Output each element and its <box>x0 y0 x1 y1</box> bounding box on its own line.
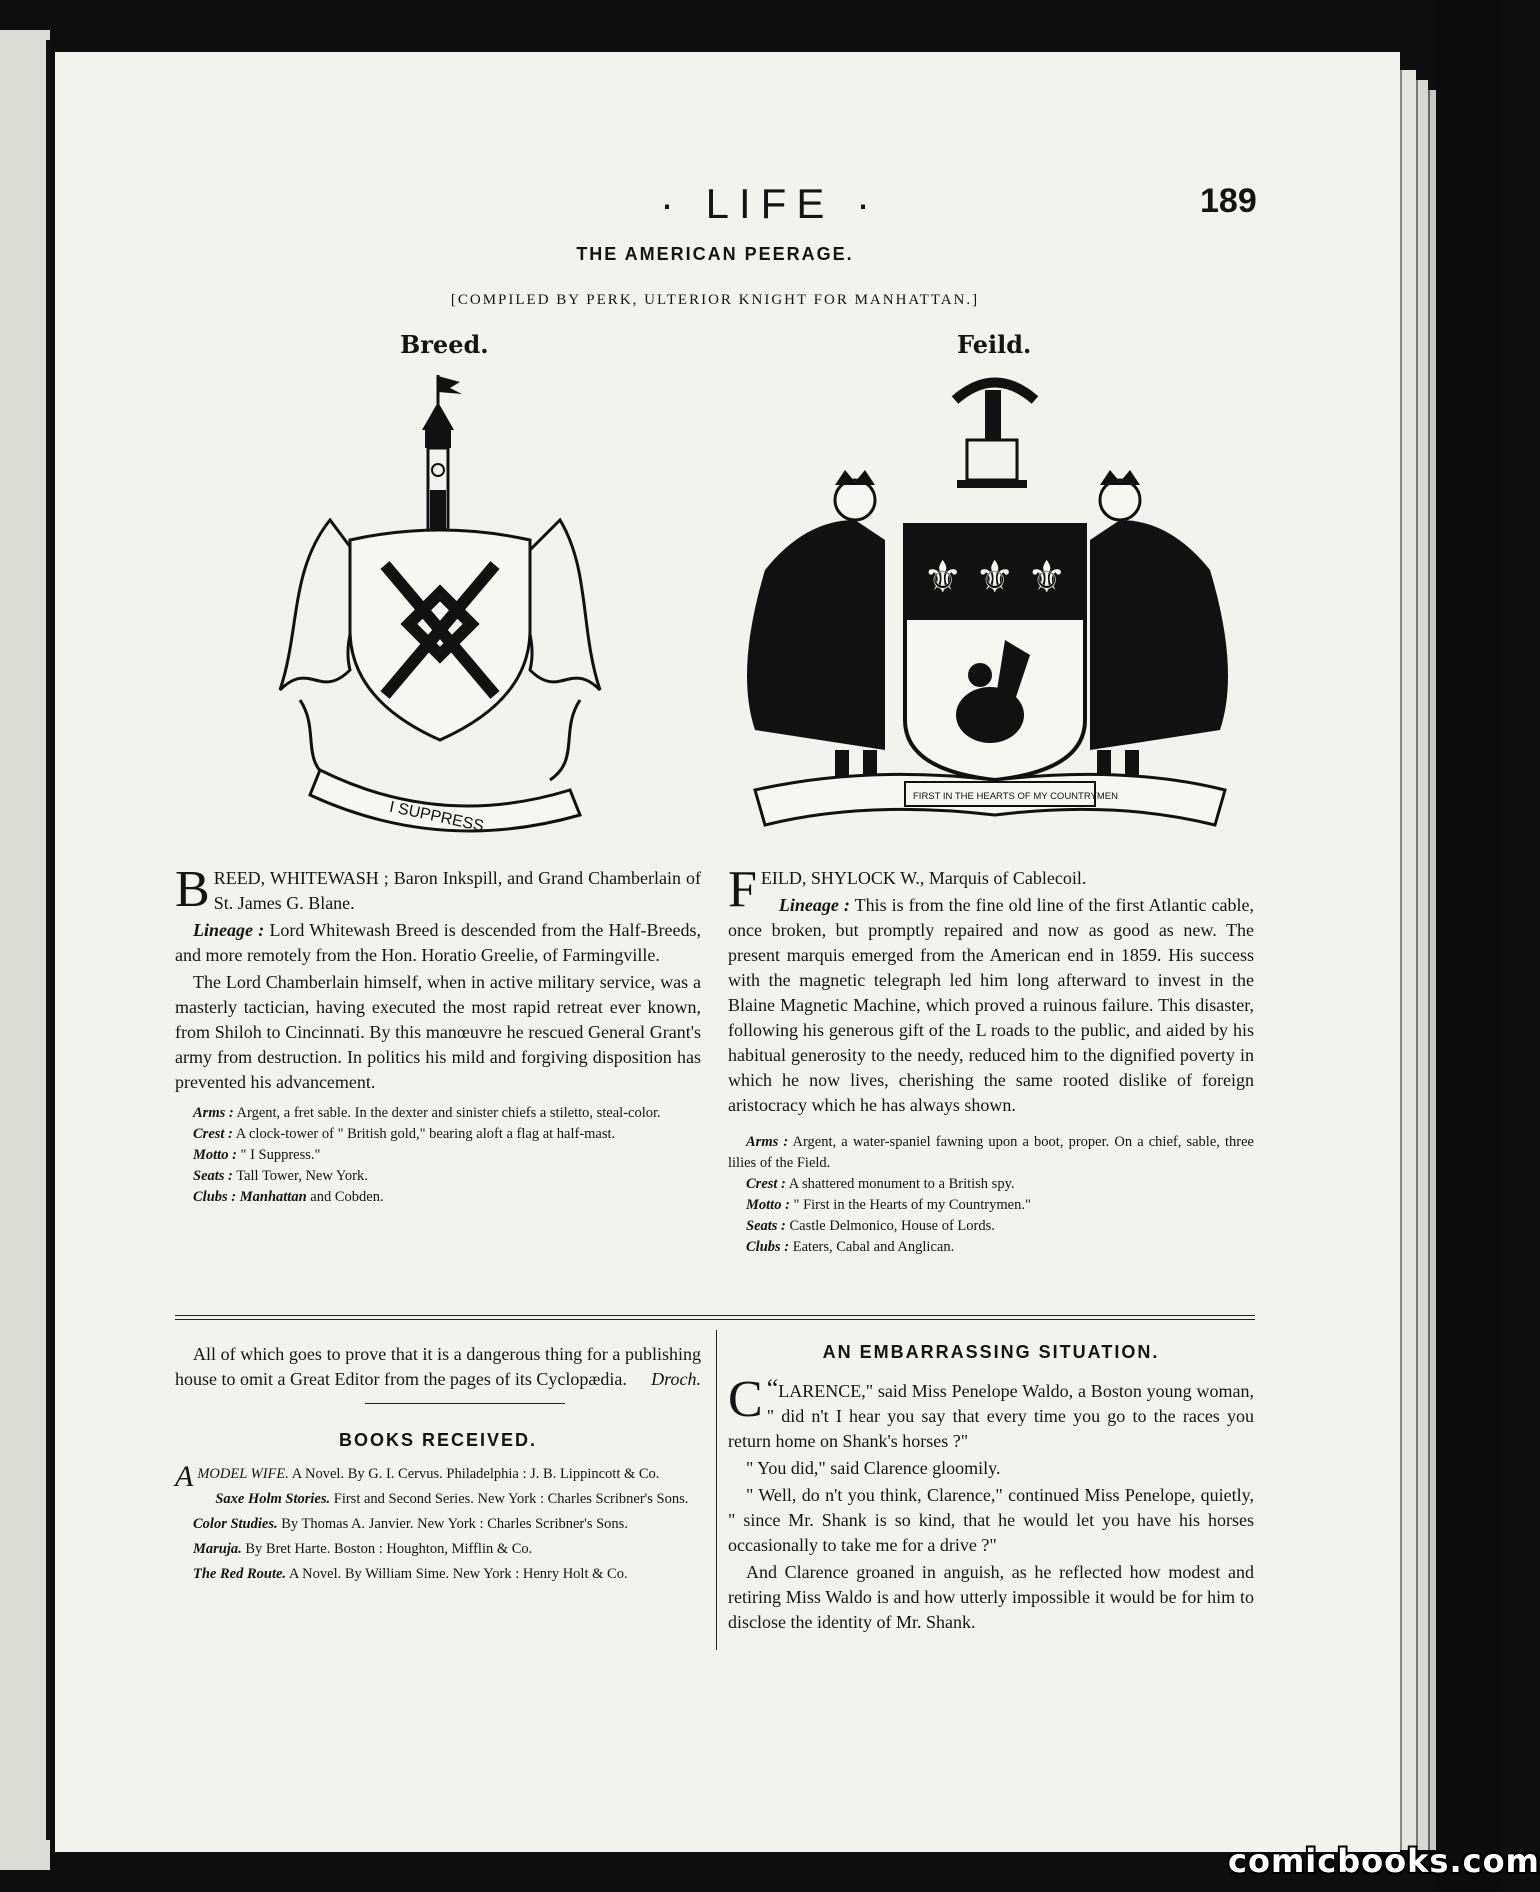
breed-motto: Motto : " I Suppress." <box>193 1147 321 1163</box>
books-received-heading: BOOKS RECEIVED. <box>338 1430 538 1450</box>
page-number: 189 <box>1200 182 1257 220</box>
scan-left-strip <box>0 30 50 1870</box>
feild-crest: Crest : A shattered monument to a British spy. <box>746 1176 1015 1192</box>
book-item: AMODEL WIFE. A Novel. By G. I. Cervus. Philadelphia : J. B. Lippincott & Co. <box>175 1460 660 1493</box>
feild-intro: FEILD, SHYLOCK W., Marquis of Cablecoil. <box>728 861 1087 918</box>
breed-crest: Crest : A clock-tower of " British gold," bearing aloft a flag at half-mast. <box>193 1126 616 1142</box>
feild-clubs: Clubs : Eaters, Cabal and Anglican. <box>746 1239 955 1255</box>
closing-note <box>175 1342 701 1394</box>
page-edge <box>1400 70 1416 1850</box>
feild-seats: Seats : Castle Delmonico, House of Lords. <box>746 1218 995 1234</box>
page-edge <box>1416 80 1428 1850</box>
closing-note-text: All of which goes to prove that it is a dangerous thing for a publishing house to omit a Great Editor from the pages of its Cyclopædia. Droch. <box>175 1342 701 1392</box>
closing-note-signature: Droch. <box>651 1369 701 1389</box>
embarrassing-p2: " You did," said Clarence gloomily. <box>746 1458 1001 1478</box>
feild-motto: Motto : " First in the Hearts of my Countrymen." <box>746 1197 1031 1213</box>
feild-lineage: Lineage : This is from the fine old line of the first Atlantic cable, once broken, but promptly repaired and now as good as new. The present marquis emerged from the American end in 1859. His success with the magnetic telegraph led him long afterward to invest in the Blaine Magnetic Machine, which proved a ruinous failure. This disaster, following his generous gift of the L roads to the public, and aided by his habitual generosity to the needy, reduced him to the dignified poverty in which he now lives, cherishing the same rooted dislike of foreign aristocracy which he has always shown. <box>728 895 1254 1115</box>
breed-clubs: Clubs : Manhattan and Cobden. <box>193 1189 384 1205</box>
breed-intro: BREED, WHITEWASH ; Baron Inkspill, and Grand Chamberlain of St. James G. Blane. <box>175 861 701 918</box>
embarrassing-story <box>728 1371 1254 1637</box>
breed-seats: Seats : Tall Tower, New York. <box>193 1168 368 1184</box>
feild-arms: Arms : Argent, a water-spaniel fawning upon a boot, proper. On a chief, sable, three lilies of the Field. <box>728 1134 1254 1171</box>
breed-arms: Arms : Argent, a fret sable. In the dexter and sinister chiefs a stiletto, steal-color. <box>193 1105 661 1121</box>
embarrassing-p1: “ C LARENCE," said Miss Penelope Waldo, a Boston young woman, " did n't I hear you say that every time you go to the races you return home on Shank's horses ?" <box>728 1371 1254 1451</box>
breed-scroll-motto: I SUPPRESS. <box>387 798 490 837</box>
embarrassing-p3: " Well, do n't you think, Clarence," continued Miss Penelope, quietly, " since Mr. Shank is so kind, that he would let you have his horses occasionally to take me for a drive ?" <box>728 1485 1254 1555</box>
book-item: The Red Route. A Novel. By William Sime. New York : Henry Holt & Co. <box>193 1566 628 1582</box>
breed-heraldry <box>175 1103 701 1208</box>
scan-binding-line <box>46 40 50 1840</box>
embarrassing-p4: And Clarence groaned in anguish, as he reflected how modest and retiring Miss Waldo is and how utterly impossible it would be for him to disclose the identity of Mr. Shank. <box>728 1562 1254 1632</box>
breed-entry <box>175 861 702 1208</box>
feild-drop-cap: F <box>728 861 757 918</box>
watermark: comicbooks.com <box>1228 1842 1540 1880</box>
article-subtitle: [COMPILED BY PERK, ULTERIOR KNIGHT FOR MANHATTAN.] <box>450 292 980 308</box>
breed-paragraph: The Lord Chamberlain himself, when in active military service, was a masterly tactician, having executed the most rapid retreat ever known, from Shiloh to Cincinnati. By this manœuvre he rescued General Grant's army from destruction. In politics his mild and forgiving disposition has prevented his advancement. <box>175 972 701 1092</box>
section-divider <box>175 1315 1255 1320</box>
svg-text:⚜: ⚜ <box>923 553 963 602</box>
feild-scroll-motto: FIRST IN THE HEARTS OF MY COUNTRYMEN <box>913 791 1118 802</box>
books-received-list <box>175 1460 701 1589</box>
feild-entry <box>728 861 1254 1258</box>
masthead: · LIFE · <box>659 180 880 227</box>
feild-coat-of-arms-illustration <box>735 370 1240 850</box>
book-item: Color Studies. By Thomas A. Janvier. New York : Charles Scribner's Sons. <box>193 1516 628 1532</box>
breed-coat-of-arms-illustration <box>270 370 610 850</box>
svg-text:⚜: ⚜ <box>1027 553 1067 602</box>
column-divider <box>716 1330 717 1650</box>
article-title: THE AMERICAN PEERAGE. <box>576 244 854 264</box>
short-rule <box>365 1403 565 1404</box>
breed-lineage: Lineage : Lord Whitewash Breed is descended from the Half-Breeds, and more remotely from the Hon. Horatio Greelie, of Farmingville. <box>175 920 702 965</box>
feild-heading: Feild. <box>957 330 1032 359</box>
embarrassing-heading: AN EMBARRASSING SITUATION. <box>822 1342 1160 1362</box>
book-item: Saxe Holm Stories. First and Second Series. New York : Charles Scribner's Sons. <box>215 1491 689 1507</box>
book-item: Maruja. By Bret Harte. Boston : Houghton, Mifflin & Co. <box>193 1541 533 1557</box>
feild-heraldry <box>728 1132 1254 1258</box>
scan-right-border <box>1436 0 1500 1892</box>
svg-text:⚜: ⚜ <box>975 553 1015 602</box>
breed-heading: Breed. <box>400 330 489 359</box>
breed-drop-cap: B <box>175 861 210 918</box>
